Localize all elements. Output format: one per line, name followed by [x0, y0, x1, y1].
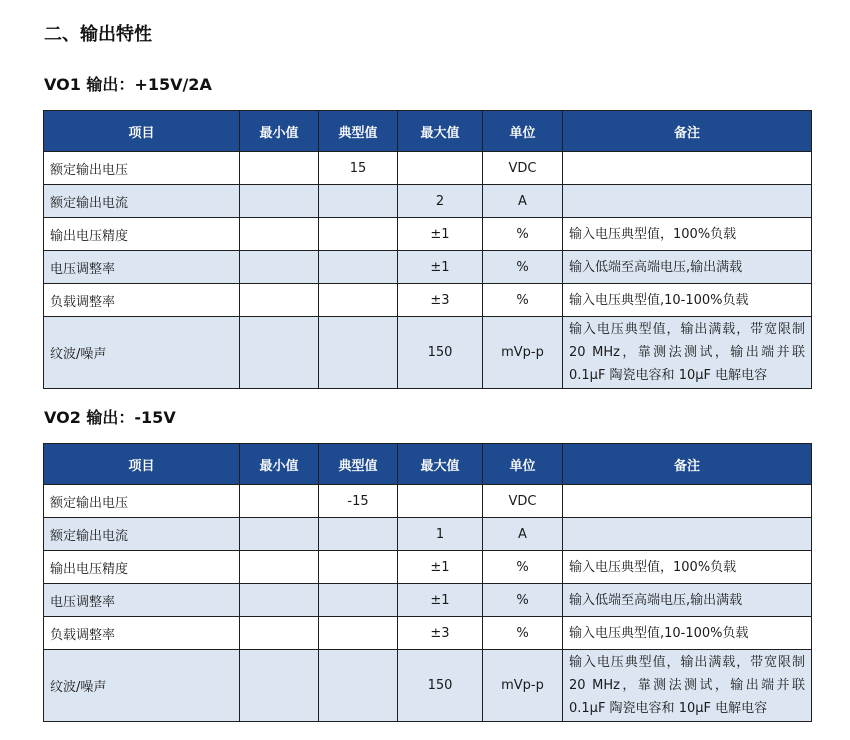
- table-row: [44, 584, 812, 617]
- cell-note: 输入低端至高端电压,输出满载: [563, 584, 812, 617]
- cell-typ: [319, 518, 398, 551]
- section-heading: 二、输出特性: [44, 24, 152, 45]
- col-header-unit: 单位: [483, 444, 563, 485]
- col-header-max: 最大值: [398, 444, 483, 485]
- cell-note: [563, 185, 812, 218]
- cell-name: 额定输出电流: [44, 518, 240, 551]
- cell-min: [240, 485, 319, 518]
- cell-name: 额定输出电流: [44, 185, 240, 218]
- cell-name: 纹波/噪声: [44, 317, 240, 389]
- cell-typ: [319, 218, 398, 251]
- vo1-spec-table: [43, 110, 812, 389]
- cell-typ: -15: [319, 485, 398, 518]
- cell-name: 纹波/噪声: [44, 650, 240, 722]
- cell-min: [240, 251, 319, 284]
- cell-name: 电压调整率: [44, 251, 240, 284]
- table-row: [44, 617, 812, 650]
- cell-note: 输入低端至高端电压,输出满载: [563, 251, 812, 284]
- cell-typ: [319, 284, 398, 317]
- table-row: [44, 518, 812, 551]
- cell-max: ±1: [398, 218, 483, 251]
- cell-name: 输出电压精度: [44, 218, 240, 251]
- cell-typ: [319, 584, 398, 617]
- cell-unit: %: [483, 617, 563, 650]
- table-row: [44, 551, 812, 584]
- cell-name: 负载调整率: [44, 284, 240, 317]
- cell-note: [563, 152, 812, 185]
- col-header-min: 最小值: [240, 111, 319, 152]
- cell-min: [240, 650, 319, 722]
- cell-max: ±3: [398, 284, 483, 317]
- cell-min: [240, 284, 319, 317]
- col-header-item: 项目: [44, 444, 240, 485]
- cell-typ: 15: [319, 152, 398, 185]
- table-row: [44, 152, 812, 185]
- cell-name: 额定输出电压: [44, 485, 240, 518]
- cell-name: 输出电压精度: [44, 551, 240, 584]
- col-header-min: 最小值: [240, 444, 319, 485]
- cell-typ: [319, 317, 398, 389]
- table-row: [44, 251, 812, 284]
- col-header-item: 项目: [44, 111, 240, 152]
- vo2-spec-table: [43, 443, 812, 722]
- cell-typ: [319, 185, 398, 218]
- cell-note: 输入电压典型值，100%负载: [563, 551, 812, 584]
- cell-name: 负载调整率: [44, 617, 240, 650]
- col-header-typ: 典型值: [319, 111, 398, 152]
- cell-unit: %: [483, 551, 563, 584]
- cell-note: 输入电压典型值,10-100%负载: [563, 617, 812, 650]
- cell-max: [398, 152, 483, 185]
- cell-typ: [319, 650, 398, 722]
- cell-typ: [319, 551, 398, 584]
- cell-min: [240, 551, 319, 584]
- cell-max: ±1: [398, 584, 483, 617]
- cell-max: 150: [398, 650, 483, 722]
- table-row: [44, 317, 812, 389]
- cell-min: [240, 617, 319, 650]
- cell-unit: mVp-p: [483, 650, 563, 722]
- cell-max: ±3: [398, 617, 483, 650]
- cell-min: [240, 218, 319, 251]
- table-row: [44, 650, 812, 722]
- cell-note: 输入电压典型值,10-100%负载: [563, 284, 812, 317]
- cell-unit: %: [483, 284, 563, 317]
- cell-unit: A: [483, 185, 563, 218]
- table-row: [44, 185, 812, 218]
- cell-name: 电压调整率: [44, 584, 240, 617]
- col-header-note: 备注: [563, 111, 812, 152]
- cell-min: [240, 518, 319, 551]
- cell-note: [563, 485, 812, 518]
- cell-max: 1: [398, 518, 483, 551]
- table-header-row: [44, 111, 812, 152]
- cell-min: [240, 584, 319, 617]
- cell-unit: %: [483, 251, 563, 284]
- cell-typ: [319, 251, 398, 284]
- col-header-typ: 典型值: [319, 444, 398, 485]
- cell-unit: %: [483, 218, 563, 251]
- cell-max: 150: [398, 317, 483, 389]
- cell-note: 输入电压典型值，输出满载，带宽限制 20 MHz，靠测法测试，输出端并联 0.1μF 陶瓷电容和 10μF 电解电容: [563, 317, 812, 389]
- table-row: [44, 218, 812, 251]
- cell-unit: VDC: [483, 485, 563, 518]
- vo1-title: VO1 输出：+15V/2A: [44, 75, 212, 94]
- table-row: [44, 284, 812, 317]
- cell-typ: [319, 617, 398, 650]
- cell-unit: %: [483, 584, 563, 617]
- table-header-row: [44, 444, 812, 485]
- cell-note: 输入电压典型值，100%负载: [563, 218, 812, 251]
- cell-name: 额定输出电压: [44, 152, 240, 185]
- cell-unit: A: [483, 518, 563, 551]
- cell-min: [240, 185, 319, 218]
- table-row: [44, 485, 812, 518]
- cell-note: 输入电压典型值，输出满载，带宽限制 20 MHz，靠测法测试，输出端并联 0.1μF 陶瓷电容和 10μF 电解电容: [563, 650, 812, 722]
- cell-max: ±1: [398, 251, 483, 284]
- cell-min: [240, 152, 319, 185]
- col-header-max: 最大值: [398, 111, 483, 152]
- cell-min: [240, 317, 319, 389]
- cell-max: 2: [398, 185, 483, 218]
- vo2-title: VO2 输出：-15V: [44, 408, 176, 427]
- cell-max: ±1: [398, 551, 483, 584]
- col-header-unit: 单位: [483, 111, 563, 152]
- cell-note: [563, 518, 812, 551]
- cell-max: [398, 485, 483, 518]
- cell-unit: mVp-p: [483, 317, 563, 389]
- cell-unit: VDC: [483, 152, 563, 185]
- col-header-note: 备注: [563, 444, 812, 485]
